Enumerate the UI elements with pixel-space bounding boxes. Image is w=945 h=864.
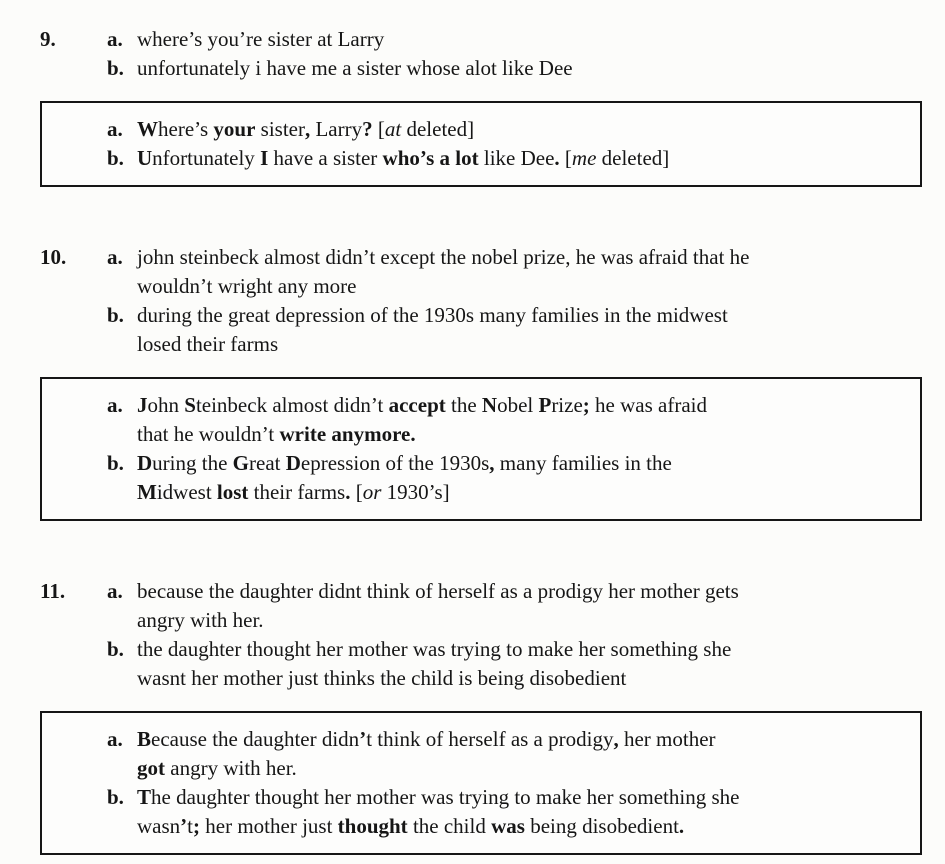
sentence-entry: [107, 783, 908, 841]
entry-letter-label: b.: [107, 146, 124, 170]
entry-letter-label: b.: [107, 56, 124, 80]
sentence-entry: [107, 243, 922, 301]
text-line: that he wouldn’t write anymore.: [137, 422, 416, 446]
entry-letter-label: b.: [107, 637, 124, 661]
exercise-list: [40, 25, 922, 855]
sentence-entry: [107, 449, 908, 507]
text-line: got angry with her.: [137, 756, 297, 780]
text-line: angry with her.: [137, 608, 264, 632]
answer-box: [40, 377, 922, 521]
text-line: where’s you’re sister at Larry: [137, 27, 385, 51]
sentence-entry: [107, 577, 922, 635]
sentence-entry: [107, 725, 908, 783]
text-line: John Steinbeck almost didn’t accept the Nobel Prize; he was afraid: [137, 393, 707, 417]
entry-text: [137, 54, 922, 83]
answer-entries: [107, 391, 908, 507]
answer-entries: [107, 725, 908, 841]
entry-text: [137, 783, 908, 841]
exercise-item: [40, 577, 922, 855]
text-line: During the Great Depression of the 1930s, many families in the: [137, 451, 672, 475]
item-number: 9.: [40, 27, 56, 51]
entry-letter-label: a.: [107, 727, 123, 751]
text-line: wasnt her mother just thinks the child is being disobedient: [137, 666, 627, 690]
text-line: losed their farms: [137, 332, 279, 356]
entry-text: [137, 25, 922, 54]
item-number: 11.: [40, 579, 66, 603]
text-line: wasn’t; her mother just thought the child was being disobedient.: [137, 814, 685, 838]
sentence-entry: [107, 115, 908, 144]
entry-text: [137, 301, 922, 359]
text-line: Unfortunately I have a sister who’s a lot like Dee. [me deleted]: [137, 146, 670, 170]
sentence-entry: [107, 54, 922, 83]
original-entries: [107, 243, 922, 359]
original-entries: [107, 577, 922, 693]
entry-letter-label: a.: [107, 117, 123, 141]
item-number: 10.: [40, 245, 67, 269]
exercise-item: [40, 25, 922, 187]
answer-box: [40, 711, 922, 855]
entry-letter-label: a.: [107, 245, 123, 269]
sentence-entry: [107, 25, 922, 54]
sentence-entry: [107, 144, 908, 173]
text-line: The daughter thought her mother was trying to make her something she: [137, 785, 740, 809]
original-sentences: [40, 577, 922, 693]
sentence-entry: [107, 391, 908, 449]
text-line: Where’s your sister, Larry? [at deleted]: [137, 117, 475, 141]
entry-letter-label: a.: [107, 27, 123, 51]
text-line: Midwest lost their farms. [or 1930’s]: [137, 480, 450, 504]
answer-entries: [107, 115, 908, 173]
entry-letter-label: a.: [107, 393, 123, 417]
entry-text: [137, 449, 908, 507]
entry-text: [137, 243, 922, 301]
entry-letter-label: b.: [107, 451, 124, 475]
entry-text: [137, 391, 908, 449]
text-line: wouldn’t wright any more: [137, 274, 357, 298]
text-line: because the daughter didnt think of herself as a prodigy her mother gets: [137, 579, 739, 603]
exercise-item: [40, 243, 922, 521]
text-line: john steinbeck almost didn’t except the nobel prize, he was afraid that he: [137, 245, 750, 269]
text-line: unfortunately i have me a sister whose alot like Dee: [137, 56, 573, 80]
answer-box: [40, 101, 922, 187]
entry-letter-label: b.: [107, 785, 124, 809]
text-line: Because the daughter didn’t think of herself as a prodigy, her mother: [137, 727, 716, 751]
sentence-entry: [107, 635, 922, 693]
original-sentences: [40, 243, 922, 359]
entry-letter-label: a.: [107, 579, 123, 603]
entry-text: [137, 144, 908, 173]
entry-text: [137, 725, 908, 783]
original-entries: [107, 25, 922, 83]
entry-letter-label: b.: [107, 303, 124, 327]
text-line: the daughter thought her mother was trying to make her something she: [137, 637, 732, 661]
entry-text: [137, 577, 922, 635]
sentence-entry: [107, 301, 922, 359]
original-sentences: [40, 25, 922, 83]
entry-text: [137, 115, 908, 144]
entry-text: [137, 635, 922, 693]
text-line: during the great depression of the 1930s many families in the midwest: [137, 303, 728, 327]
